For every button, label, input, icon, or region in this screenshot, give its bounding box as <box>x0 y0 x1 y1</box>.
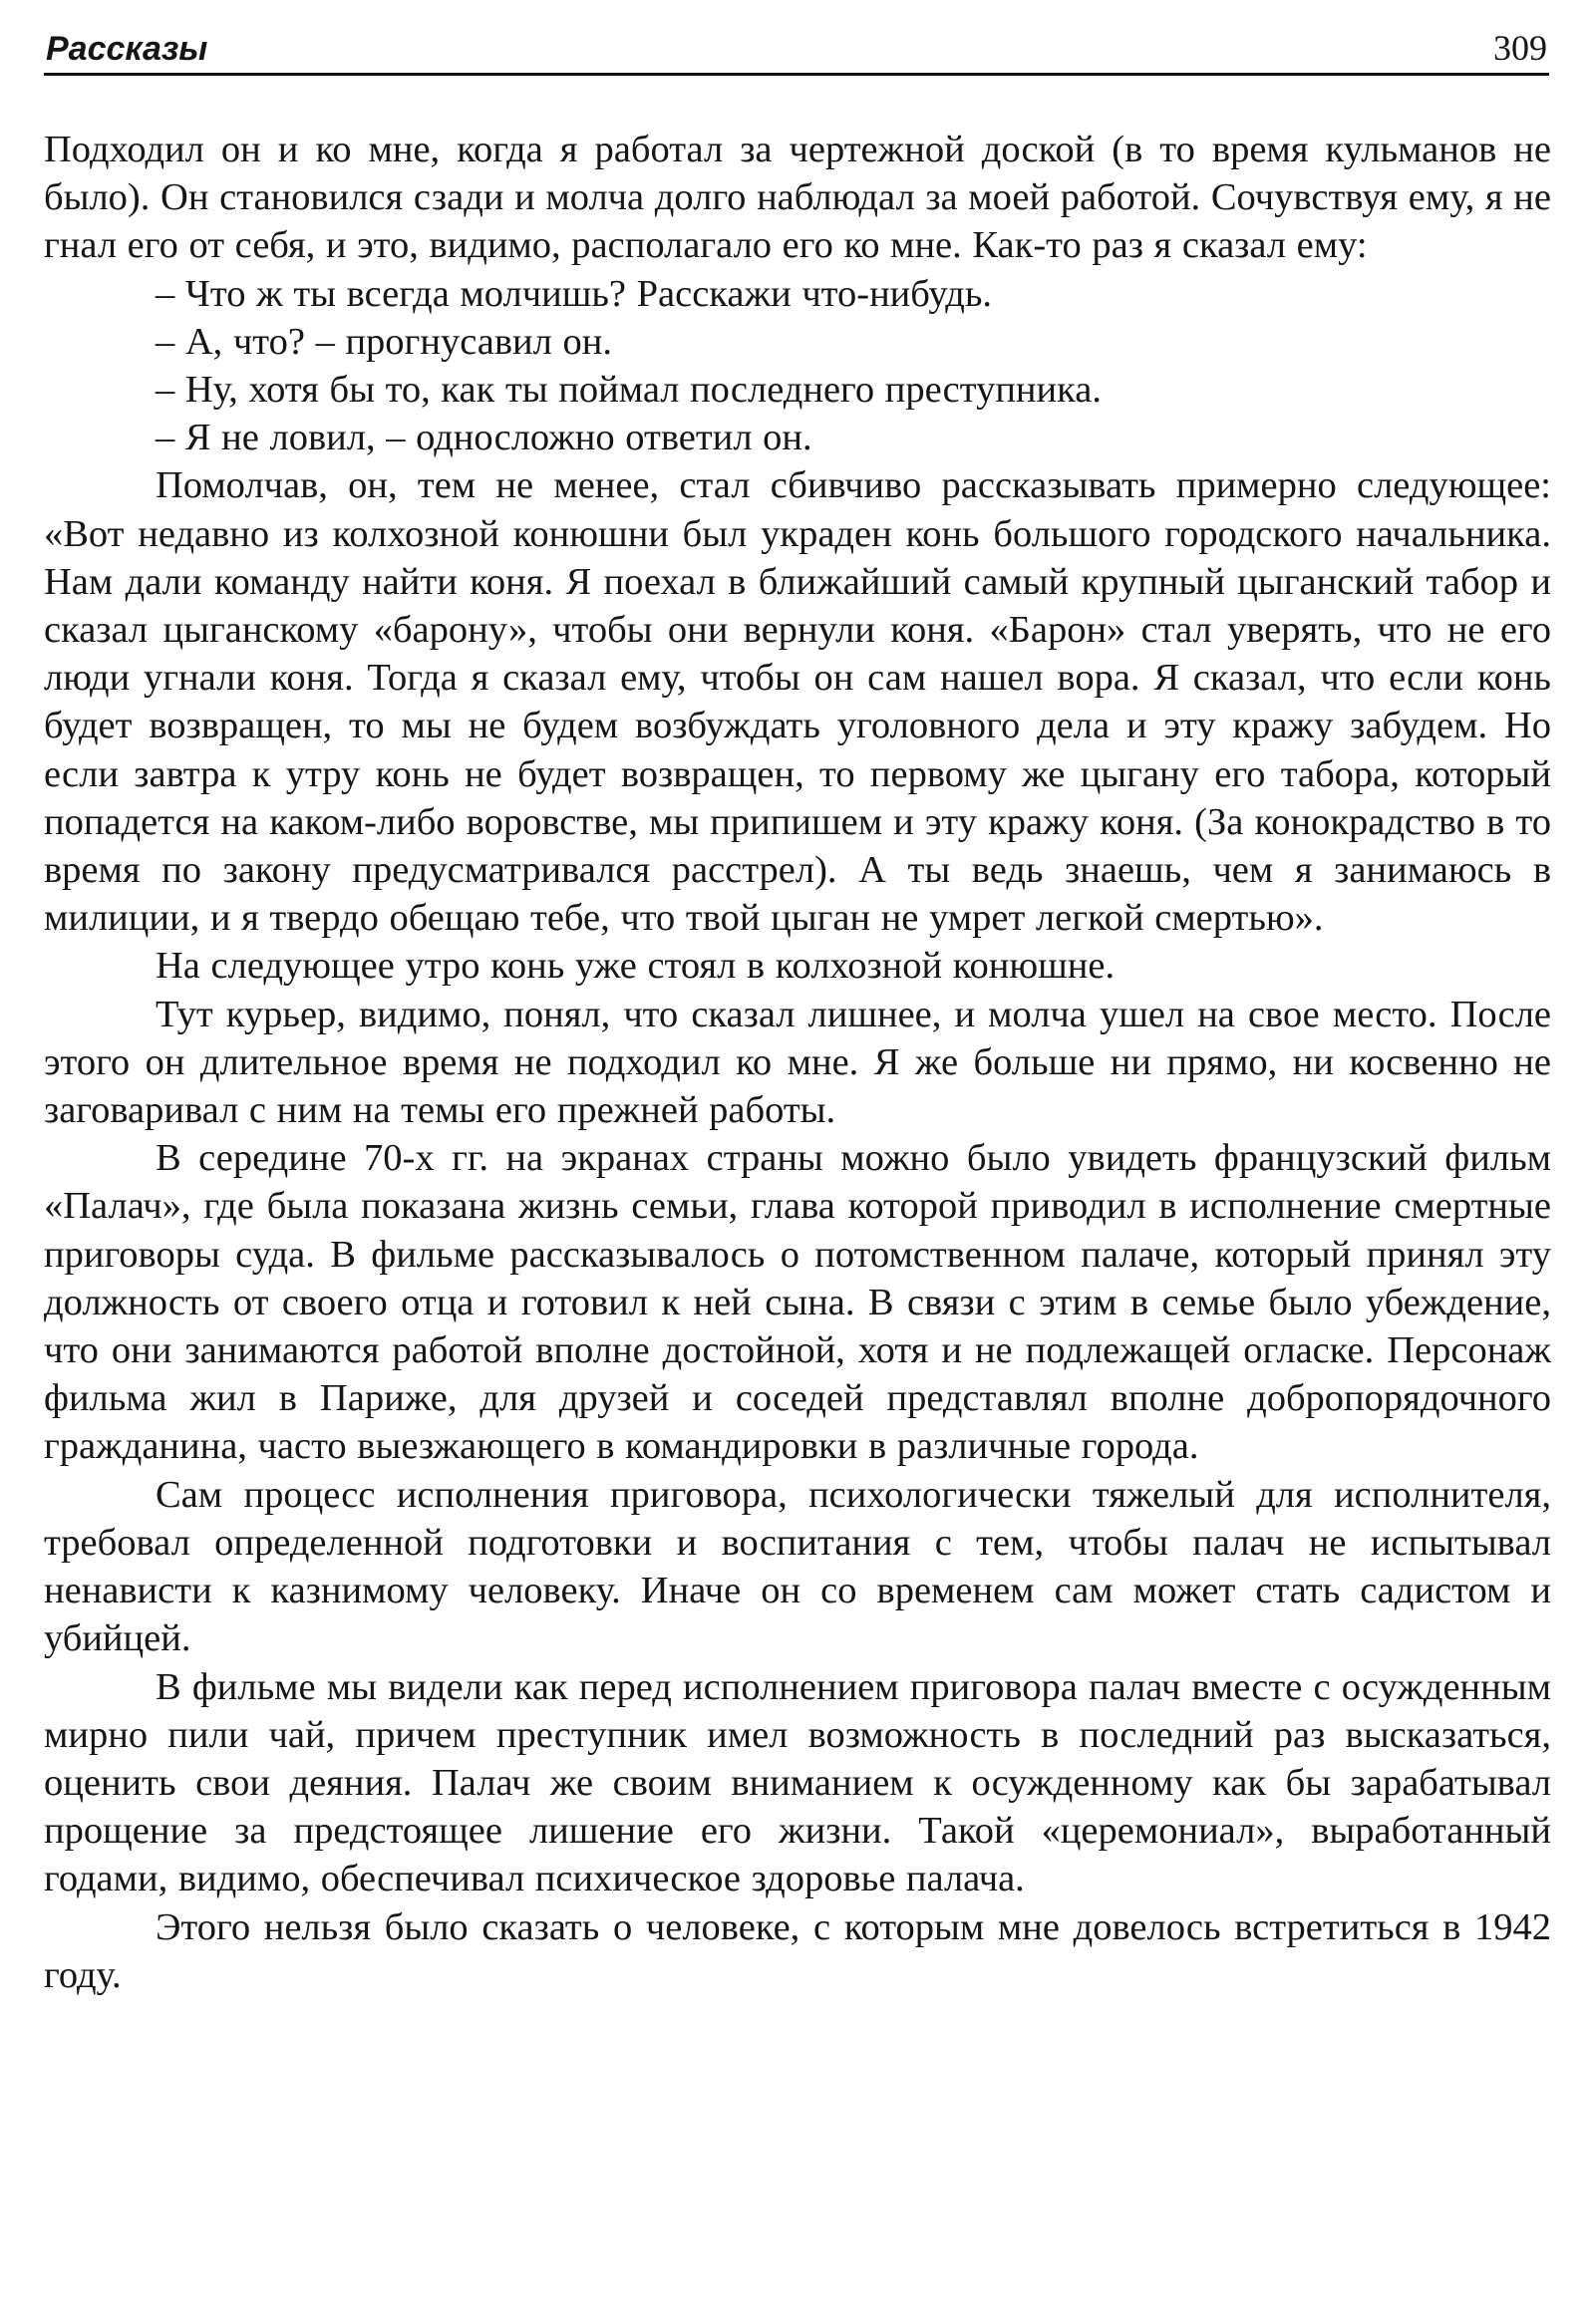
dialogue-line: – Что ж ты всегда молчишь? Расскажи что-нибудь. <box>156 272 992 315</box>
page-number: 309 <box>1493 28 1547 68</box>
paragraph: Подходил он и ко мне, когда я работал за чертежной доской (в то время кульманов не было). Он становился сзади и молча долго наблюдал за моей работой. Сочувствуя ему, я не гнал его от себя, и это, видимо, располагало его ко мне. Как-то раз я сказал ему: <box>44 129 1551 267</box>
page-header <box>44 24 1549 76</box>
paragraph: В фильме мы видели как перед исполнением приговора палач вместе с осужденным мирно пили чай, причем преступник имел возможность в последний раз высказаться, оценить свои деяния. Палач же своим вниманием к осужденному как бы зарабатывал прощение за предстоящее лишение его жизни. Такой «церемониал», выработанный годами, видимо, обеспечивал психическое здоровье палача. <box>44 1665 1551 1900</box>
paragraph: Помолчав, он, тем не менее, стал сбивчиво рассказывать примерно следующее: «Вот недавно из колхозной конюшни был украден конь большого городского начальника. Нам дали команду найти коня. Я поехал в ближайший самый крупный цыганский табор и сказал цыганскому «барону», чтобы они вернули коня. «Барон» стал уверять, что не его люди угнали коня. Тогда я сказал ему, чтобы он сам нашел вора. Я сказал, что если конь будет возвращен, то мы не будем возбуждать уголовного дела и эту кражу забудем. Но если завтра к утру конь не будет возвращен, то первому же цыгану его табора, который попадется на каком-либо воровстве, мы припишем и эту кражу коня. (За конокрадство в то время по закону предусматривался расстрел). А ты ведь знаешь, чем я занимаюсь в милиции, и я твердо обещаю тебе, что твой цыган не умрет легкой смертью». <box>44 464 1551 940</box>
paragraph: На следующее утро конь уже стоял в колхозной конюшне. <box>156 945 1116 988</box>
paragraph: Этого нельзя было сказать о человеке, с которым мне довелось встретиться в 1942 году. <box>44 1905 1551 1996</box>
body-text <box>44 126 1551 1999</box>
book-page <box>44 24 1549 1999</box>
dialogue-line: – А, что? – прогнусавил он. <box>156 320 612 363</box>
paragraph: Сам процесс исполнения приговора, психологически тяжелый для исполнителя, требовал определенной подготовки и воспитания с тем, чтобы палач не испытывал ненависти к казнимому человеку. Иначе он со временем сам может стать садистом и убийцей. <box>44 1473 1551 1660</box>
dialogue-line: – Ну, хотя бы то, как ты поймал последнего преступника. <box>156 369 1102 412</box>
paragraph: В середине 70-х гг. на экранах страны можно было увидеть французский фильм «Палач», где была показана жизнь семьи, глава которой приводил в исполнение смертные приговоры суда. В фильме рассказывалось о потомственном палаче, который принял эту должность от своего отца и готовил к ней сына. В связи с этим в семье было убеждение, что они занимаются работой вполне достойной, хотя и не подлежащей огласке. Персонаж фильма жил в Париже, для друзей и соседей представлял вполне добропорядочного гражданина, часто выезжающего в командировки в различные города. <box>44 1137 1551 1468</box>
paragraph: Тут курьер, видимо, понял, что сказал лишнее, и молча ушел на свое место. После этого он длительное время не подходил ко мне. Я же больше ни прямо, ни косвенно не заговаривал с ним на темы его прежней работы. <box>44 993 1551 1132</box>
running-title: Рассказы <box>46 30 208 68</box>
dialogue-line: – Я не ловил, – односложно ответил он. <box>156 417 812 459</box>
